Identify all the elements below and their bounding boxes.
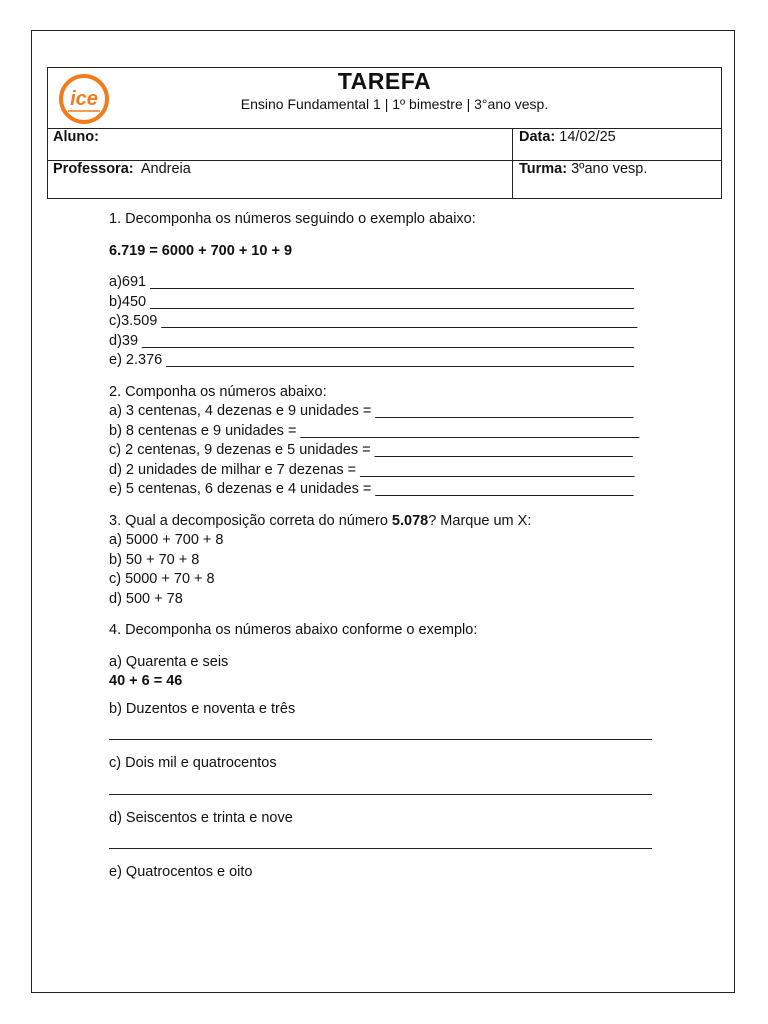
q1-item-c: c)3.509 ___________________________________________________________ bbox=[109, 313, 638, 329]
q2-item-c: c) 2 centenas, 9 dezenas e 5 unidades = ________________________________ bbox=[109, 442, 633, 458]
answer-line bbox=[109, 739, 652, 740]
q1-item-e: e) 2.376 __________________________________________________________ bbox=[109, 352, 634, 368]
date-field bbox=[519, 129, 616, 145]
q3-option-d: d) 500 + 78 bbox=[109, 590, 183, 607]
q1-example: 6.719 = 6000 + 700 + 10 + 9 bbox=[109, 242, 293, 259]
student-label: Aluno: bbox=[53, 129, 99, 145]
q3-option-a: a) 5000 + 700 + 8 bbox=[109, 532, 224, 548]
q1-item-d: d)39 _____________________________________________________________ bbox=[109, 332, 634, 349]
date-value: 14/02/25 bbox=[559, 129, 616, 145]
q2-item-b: b) 8 centenas e 9 unidades = __________________________________________ bbox=[109, 422, 640, 439]
q4-item-c: c) Dois mil e quatrocentos bbox=[109, 755, 277, 771]
q2-prompt: 2. Componha os números abaixo: bbox=[109, 383, 327, 400]
q1-item-a: a)691 ____________________________________________________________ bbox=[109, 274, 634, 290]
q3-prompt bbox=[109, 512, 669, 532]
class-label: Turma: bbox=[519, 161, 568, 177]
answer-line bbox=[109, 848, 652, 849]
class-value: 3ºano vesp. bbox=[571, 161, 648, 177]
q3-prompt-after: ? Marque um X: bbox=[428, 512, 532, 529]
q2-item-a: a) 3 centenas, 4 dezenas e 9 unidades = ________________________________ bbox=[109, 403, 634, 419]
q4-example-answer: 40 + 6 = 46 bbox=[109, 673, 183, 689]
q2-item-e: e) 5 centenas, 6 dezenas e 4 unidades = ________________________________ bbox=[109, 481, 634, 497]
q2-item-d: d) 2 unidades de milhar e 7 dezenas = __________________________________ bbox=[109, 461, 635, 478]
class-field bbox=[519, 161, 647, 177]
q4-item-e: e) Quatrocentos e oito bbox=[109, 864, 253, 880]
teacher-value: Andreia bbox=[140, 161, 191, 177]
q4-item-b: b) Duzentos e noventa e três bbox=[109, 700, 296, 717]
q4-item-d: d) Seiscentos e trinta e nove bbox=[109, 809, 293, 826]
date-label: Data: bbox=[519, 129, 556, 145]
q1-item-b: b)450 ____________________________________________________________ bbox=[109, 293, 634, 310]
q3-prompt-before: 3. Qual a decomposição correta do número bbox=[109, 512, 392, 529]
q4-prompt: 4. Decomponha os números abaixo conforme o exemplo: bbox=[109, 622, 478, 638]
student-field bbox=[53, 129, 99, 145]
q1-prompt: 1. Decomponha os números seguindo o exemplo abaixo: bbox=[109, 211, 476, 227]
teacher-label: Professora: bbox=[53, 161, 134, 177]
teacher-field bbox=[53, 161, 191, 177]
page-title: TAREFA bbox=[337, 68, 432, 94]
answer-line bbox=[109, 794, 652, 795]
q4-example-label: a) Quarenta e seis bbox=[109, 653, 229, 670]
page-subtitle: Ensino Fundamental 1 | 1º bimestre | 3°ano vesp. bbox=[240, 96, 549, 112]
logo-text: ice bbox=[70, 88, 98, 110]
q3-prompt-number: 5.078 bbox=[391, 512, 429, 529]
q3-option-c: c) 5000 + 70 + 8 bbox=[109, 571, 215, 587]
header-table bbox=[47, 67, 722, 199]
worksheet-content bbox=[109, 210, 669, 883]
q3-option-b: b) 50 + 70 + 8 bbox=[109, 551, 200, 568]
